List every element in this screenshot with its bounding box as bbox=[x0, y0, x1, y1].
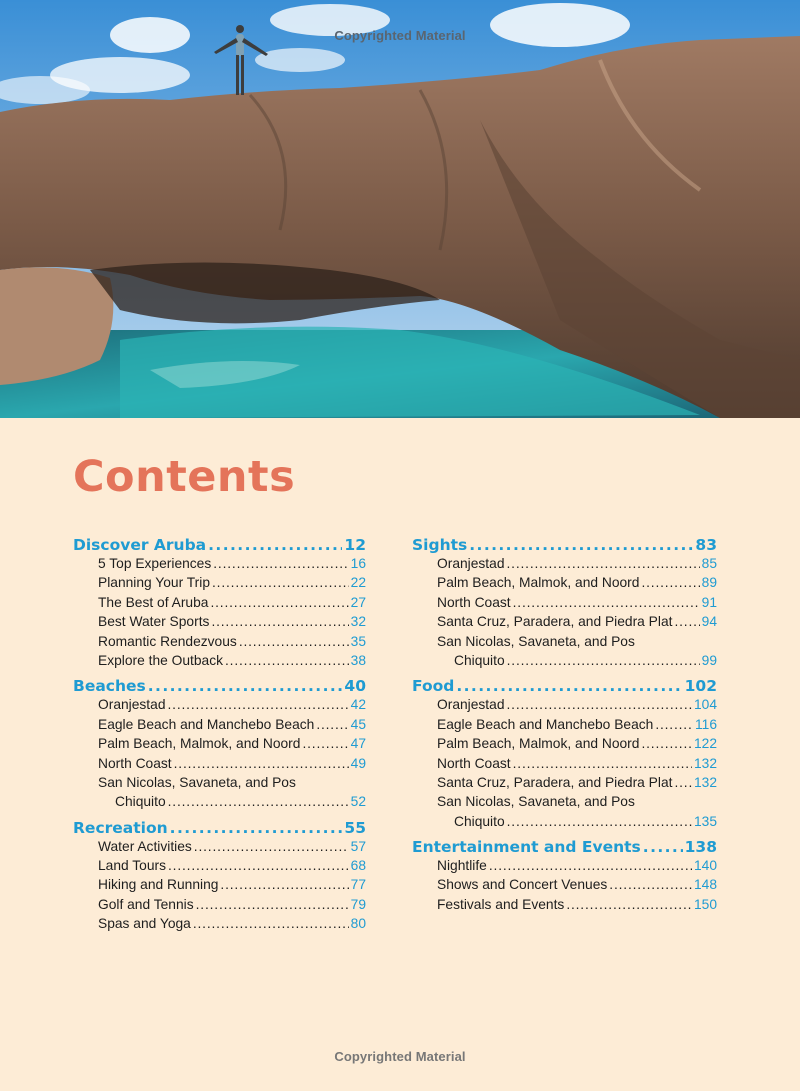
dot-leader bbox=[643, 838, 683, 856]
toc-page-number: 135 bbox=[693, 813, 717, 829]
toc-entry[interactable] bbox=[73, 736, 366, 755]
dot-leader bbox=[316, 717, 348, 732]
toc-entry-label: North Coast bbox=[437, 594, 511, 610]
dot-leader bbox=[196, 897, 349, 912]
toc-entry[interactable] bbox=[412, 575, 717, 594]
dot-leader bbox=[210, 595, 348, 610]
toc-page-number: 68 bbox=[350, 858, 366, 874]
toc-entry[interactable] bbox=[73, 614, 366, 633]
dot-leader bbox=[213, 556, 348, 571]
toc-entry[interactable] bbox=[412, 556, 717, 575]
toc-page-number: 138 bbox=[684, 838, 717, 857]
dot-leader bbox=[225, 653, 349, 668]
toc-entry[interactable] bbox=[412, 736, 717, 755]
dot-leader bbox=[641, 575, 699, 590]
toc-entry[interactable] bbox=[412, 877, 717, 896]
toc-page-number: 85 bbox=[701, 556, 717, 571]
toc-section bbox=[73, 819, 366, 936]
toc-page-number: 55 bbox=[344, 818, 366, 837]
toc-entry-label: Oranjestad bbox=[98, 697, 166, 713]
toc-entry[interactable] bbox=[412, 697, 717, 716]
dot-leader bbox=[507, 697, 692, 712]
toc-entry-label: San Nicolas, Savaneta, and Pos bbox=[437, 633, 635, 649]
toc-entry[interactable] bbox=[412, 653, 717, 672]
cover-photo bbox=[0, 0, 800, 418]
dot-leader bbox=[194, 839, 349, 854]
contents-heading: Contents bbox=[73, 452, 296, 502]
toc-section-entry[interactable] bbox=[412, 677, 717, 696]
toc-section bbox=[73, 677, 366, 813]
dot-leader bbox=[507, 556, 700, 571]
toc-entry-label: San Nicolas, Savaneta, and Pos bbox=[98, 774, 296, 790]
toc-page-number: 27 bbox=[350, 594, 366, 610]
toc-entry[interactable] bbox=[73, 916, 366, 935]
toc-entry-label: Best Water Sports bbox=[98, 614, 210, 630]
toc-entry[interactable] bbox=[412, 614, 717, 633]
toc-page-number: 79 bbox=[350, 896, 366, 912]
toc-entry-label: Shows and Concert Venues bbox=[437, 877, 608, 893]
toc-page-number: 122 bbox=[693, 736, 717, 752]
dot-leader bbox=[456, 677, 682, 695]
toc-entry[interactable] bbox=[73, 697, 366, 716]
dot-leader bbox=[302, 736, 348, 751]
toc-section-entry[interactable] bbox=[412, 536, 717, 555]
toc-entry-label: Hiking and Running bbox=[98, 877, 219, 893]
toc-page-number: 150 bbox=[693, 896, 717, 912]
toc-entry[interactable] bbox=[73, 575, 366, 594]
toc-entry-label-continued: Chiquito bbox=[454, 813, 505, 829]
dot-leader bbox=[239, 634, 349, 649]
toc-entry-label: Palm Beach, Malmok, and Noord bbox=[437, 575, 640, 591]
toc-section-entry[interactable] bbox=[73, 819, 366, 838]
toc-page-number: 80 bbox=[350, 916, 366, 932]
watermark-top: Copyrighted Material bbox=[334, 28, 466, 43]
dot-leader bbox=[170, 819, 343, 837]
toc-entry[interactable] bbox=[412, 814, 717, 833]
toc-entry-label: Festivals and Events bbox=[437, 896, 565, 912]
dot-leader bbox=[168, 794, 349, 809]
toc-page-number: 132 bbox=[693, 774, 717, 790]
dot-leader bbox=[674, 775, 692, 790]
toc-entry-label: Santa Cruz, Paradera, and Piedra Plat bbox=[437, 614, 673, 630]
toc-left-column bbox=[73, 536, 366, 941]
toc-page-number: 52 bbox=[350, 794, 366, 810]
dot-leader bbox=[641, 736, 692, 751]
dot-leader bbox=[220, 877, 348, 892]
toc-entry-label-continued: Chiquito bbox=[454, 652, 505, 668]
toc-page-number: 32 bbox=[350, 614, 366, 630]
toc-entry-label: 5 Top Experiences bbox=[98, 556, 212, 571]
toc-entry-label: Golf and Tennis bbox=[98, 896, 194, 912]
toc-entry-label: Palm Beach, Malmok, and Noord bbox=[98, 736, 301, 752]
toc-entry[interactable] bbox=[73, 794, 366, 813]
toc-entry-label: Explore the Outback bbox=[98, 652, 224, 668]
toc-entry[interactable] bbox=[73, 858, 366, 877]
toc-entry-label: North Coast bbox=[437, 755, 511, 771]
toc-page-number: 140 bbox=[693, 858, 717, 874]
toc-entry-label: Santa Cruz, Paradera, and Piedra Plat bbox=[437, 774, 673, 790]
dot-leader bbox=[609, 877, 692, 892]
toc-entry-line[interactable] bbox=[73, 775, 366, 794]
toc-page-number: 35 bbox=[350, 633, 366, 649]
toc-entry-label-continued: Chiquito bbox=[115, 794, 166, 810]
toc-entry[interactable] bbox=[73, 839, 366, 858]
toc-page-number: 49 bbox=[350, 755, 366, 771]
toc-entry-label: Nightlife bbox=[437, 858, 487, 874]
toc-entry[interactable] bbox=[412, 717, 717, 736]
toc-entry[interactable] bbox=[412, 595, 717, 614]
toc-section bbox=[412, 536, 717, 672]
toc-page-number: 38 bbox=[350, 652, 366, 668]
toc-entry[interactable] bbox=[73, 897, 366, 916]
toc-section bbox=[73, 536, 366, 672]
toc-entry-label: Food bbox=[412, 677, 455, 696]
toc-entry-label: Planning Your Trip bbox=[98, 575, 210, 591]
toc-page-number: 94 bbox=[701, 614, 717, 630]
toc-entry-label: Land Tours bbox=[98, 858, 167, 874]
toc-entry[interactable] bbox=[412, 858, 717, 877]
toc-entry[interactable] bbox=[412, 756, 717, 775]
toc-page-number: 116 bbox=[695, 716, 717, 732]
toc-entry[interactable] bbox=[73, 653, 366, 672]
toc-entry-label: Palm Beach, Malmok, and Noord bbox=[437, 736, 640, 752]
toc-section bbox=[412, 677, 717, 833]
toc-entry-label: The Best of Aruba bbox=[98, 594, 209, 610]
toc-page-number: 47 bbox=[350, 736, 366, 752]
dot-leader bbox=[469, 536, 693, 554]
toc-page-number: 99 bbox=[701, 652, 717, 668]
dot-leader bbox=[566, 897, 692, 912]
dot-leader bbox=[168, 858, 349, 873]
toc-page-number: 83 bbox=[695, 536, 717, 554]
toc-entry-label: Discover Aruba bbox=[73, 536, 207, 554]
toc-entry-label: Romantic Rendezvous bbox=[98, 633, 237, 649]
toc-entry-label: Eagle Beach and Manchebo Beach bbox=[98, 716, 315, 732]
toc-entry[interactable] bbox=[73, 717, 366, 736]
toc-section-entry[interactable] bbox=[73, 677, 366, 696]
dot-leader bbox=[208, 536, 342, 554]
toc-page-number: 102 bbox=[684, 677, 717, 696]
toc-entry-label: Entertainment and Events bbox=[412, 838, 641, 857]
dot-leader bbox=[168, 697, 349, 712]
toc-page-number: 148 bbox=[693, 877, 717, 893]
toc-entry[interactable] bbox=[412, 775, 717, 794]
dot-leader bbox=[174, 756, 349, 771]
toc-entry-label: San Nicolas, Savaneta, and Pos bbox=[437, 794, 635, 810]
dot-leader bbox=[507, 814, 692, 829]
toc-entry-line[interactable] bbox=[412, 794, 717, 813]
dot-leader bbox=[211, 614, 348, 629]
toc-entry[interactable] bbox=[412, 897, 717, 916]
toc-entry[interactable] bbox=[73, 556, 366, 575]
toc-page-number: 40 bbox=[344, 677, 366, 696]
dot-leader bbox=[655, 717, 693, 732]
toc-page-number: 42 bbox=[350, 697, 366, 713]
dot-leader bbox=[674, 614, 699, 629]
toc-right-column bbox=[412, 536, 717, 921]
toc-entry-label: Water Activities bbox=[98, 838, 192, 854]
toc-entry[interactable] bbox=[73, 634, 366, 653]
toc-section-entry[interactable] bbox=[73, 536, 366, 555]
dot-leader bbox=[193, 916, 349, 931]
toc-page-number: 16 bbox=[350, 556, 366, 571]
toc-page-number: 104 bbox=[693, 697, 717, 713]
toc-section bbox=[412, 838, 717, 916]
toc-page-number: 91 bbox=[701, 594, 717, 610]
toc-entry-label: Oranjestad bbox=[437, 556, 505, 571]
toc-page-number: 45 bbox=[350, 716, 366, 732]
toc-entry-label: Beaches bbox=[73, 677, 146, 696]
dot-leader bbox=[513, 756, 692, 771]
toc-page-number: 12 bbox=[344, 536, 366, 554]
toc-entry-line[interactable] bbox=[412, 634, 717, 653]
toc-section-entry[interactable] bbox=[412, 838, 717, 857]
toc-entry-label: Recreation bbox=[73, 818, 168, 837]
dot-leader bbox=[212, 575, 349, 590]
toc-page-number: 132 bbox=[693, 755, 717, 771]
toc-entry-label: Spas and Yoga bbox=[98, 916, 191, 932]
toc-page-number: 57 bbox=[350, 838, 366, 854]
toc-page-number: 77 bbox=[350, 877, 366, 893]
watermark-bottom: Copyrighted Material bbox=[334, 1049, 466, 1064]
toc-page-number: 22 bbox=[350, 575, 366, 591]
dot-leader bbox=[489, 858, 692, 873]
toc-entry-label: Eagle Beach and Manchebo Beach bbox=[437, 716, 654, 732]
toc-entry[interactable] bbox=[73, 877, 366, 896]
toc-entry[interactable] bbox=[73, 595, 366, 614]
toc-entry-label: North Coast bbox=[98, 755, 172, 771]
toc-entry-label: Oranjestad bbox=[437, 697, 505, 713]
toc-entry-label: Sights bbox=[412, 536, 468, 554]
dot-leader bbox=[507, 653, 700, 668]
dot-leader bbox=[148, 677, 343, 695]
toc-page-number: 89 bbox=[701, 575, 717, 591]
toc-entry[interactable] bbox=[73, 756, 366, 775]
dot-leader bbox=[513, 595, 700, 610]
